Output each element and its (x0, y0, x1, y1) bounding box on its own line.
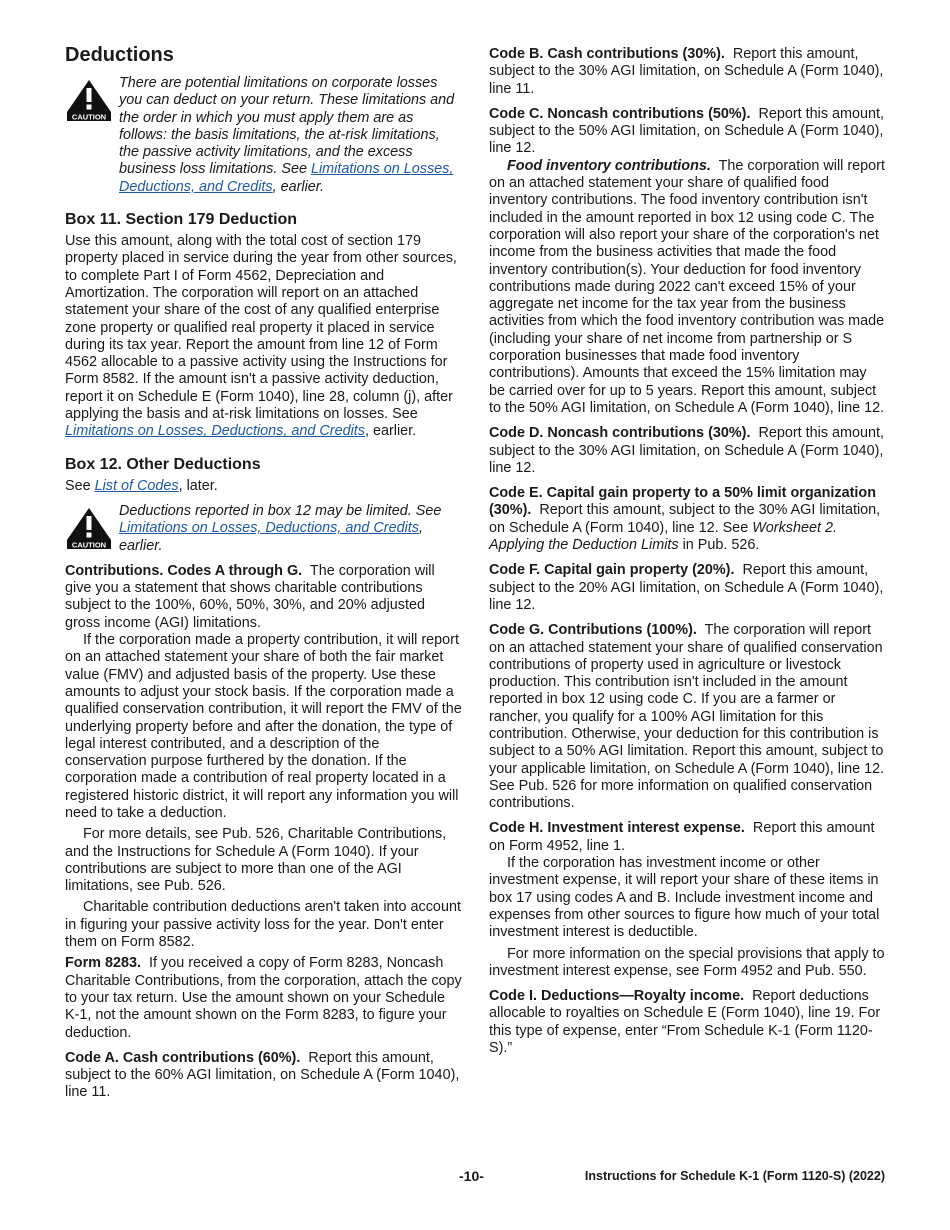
svg-text:CAUTION: CAUTION (71, 112, 107, 122)
passive-activity-paragraph: Charitable contribution deductions aren't taken into account in figuring your passive activity loss for the year. Don't enter them on Form 8582. (65, 899, 461, 951)
link-limitations-on-losses[interactable]: Limitations on Losses, Deductions, and Credits (119, 161, 454, 195)
link-limitations-on-losses[interactable]: Limitations on Losses, Deductions, and Credits (65, 423, 365, 440)
more-details-paragraph: For more details, see Pub. 526, Charitable Contributions, and the Instructions for Schedule A (Form 1040). If your contributions are subject to more than one of the AGI limitations, see Pub. 526. (65, 826, 447, 895)
contributions-codes-a-g: Contributions. Codes A through G. The corporation will give you a statement that shows charitable contributions subject to the 100%, 60%, 50%, 30%, and 20% adjusted gross income (AGI) limitations. (65, 562, 435, 631)
right-column (489, 46, 886, 1065)
code-f-paragraph: Code F. Capital gain property (20%). Report this amount, subject to the 20% AGI limitation, on Schedule A (Form 1040), line 12. (489, 562, 884, 613)
box11-heading: Box 11. Section 179 Deduction (65, 211, 298, 229)
caution-icon (65, 78, 113, 122)
code-d-paragraph: Code D. Noncash contributions (30%). Report this amount, subject to the 30% AGI limitation, on Schedule A (Form 1040), line 12. (489, 425, 885, 476)
code-b-paragraph: Code B. Cash contributions (30%). Report this amount, subject to the 30% AGI limitation, on Schedule A (Form 1040), line 11. (489, 46, 884, 97)
food-inventory-paragraph: Food inventory contributions. The corporation will report on an attached statement your share of qualified food inventory contributions. The food inventory contribution isn't included in the amount reported in box 12 using code C. The corporation will also report your share of the corporation's net income from the business activities that made the food inventory contribution(s). Your deduction for food inventory contributions made during 2022 can't exceed 15% of your aggregate net income for the tax year from the business activities from which the food inventory contribution was made (including your share of net income from partnership or S corporation businesses that made food inventory contributions). Amounts that exceed the 15% limitation may be carried over for up to 5 years. Report this amount, subject to the 50% AGI limitation, on Schedule A (Form 1040), line 12. (489, 157, 885, 416)
box12-heading: Box 12. Other Deductions (65, 455, 261, 473)
svg-text:CAUTION: CAUTION (71, 540, 107, 550)
investment-income-paragraph: If the corporation has investment income or other investment expense, it will report your share of these items in box 17 using codes A and B. Include investment income and expenses from other sources to figure how much of your total investment interest is deductible. (489, 855, 880, 941)
property-contribution-paragraph: If the corporation made a property contribution, it will report on an attached statement your share of both the fair market value (FMV) and adjusted basis of the property. Use these amounts to adjust your stock basis. If the corporation made a qualified conservation contribution, it will report the FMV of the underlying property before and after the donation, the type of legal interest contributed, and a description of the conservation purpose furthered by the donation. If the corporation made a contribution of real property located in a registered historic district, it will report any information you will need to take a deduction. (65, 632, 462, 821)
page-number: -10- (459, 1168, 484, 1184)
code-g-paragraph: Code G. Contributions (100%). The corporation will report on an attached statement your share of qualified conservation contributions of property used in agriculture or livestock production. This contribution isn't included in the amount reported in box 12 using code C. If you are a farmer or rancher, you qualify for a 100% AGI limitation for this contribution. Otherwise, your deduction for this contribution is subject to a 50% AGI limitation. Report this amount, subject to your applicable limitation, on Schedule A (Form 1040), line 12. See Pub. 526 for more information on qualified conservation contributions. (489, 622, 885, 812)
special-provisions-paragraph: For more information on the special provisions that apply to investment interest expense, see Form 4952 and Pub. 550. (489, 945, 885, 979)
code-e-paragraph: Code E. Capital gain property to a 50% limit organization (30%). Report this amount, subject to the 30% AGI limitation, on Schedule A (Form 1040), line 12. See Worksheet 2. Applying the Deduction Limits in Pub. 526. (489, 485, 881, 554)
link-limitations-on-losses[interactable]: Limitations on Losses, Deductions, and Credits (119, 520, 419, 537)
box12-see-list: See List of Codes, later. (65, 477, 218, 494)
box11-text: Use this amount, along with the total cost of section 179 property placed in service during the year from other sources, to complete Part I of Form 4562, Depreciation and Amortization. The corporation will report on an attached statement your share of the cost of any qualified enterprise zone property or qualified real property it placed in service during its tax year. Report the amount from line 12 of Form 4562 allocable to a passive activity using the Instructions for Form 8582. If the amount isn't a passive activity deduction, report it on Schedule E (Form 1040), line 28, column (j), after applying the basis and at-risk limitations on losses. See Limitations on Losses, Deductions, and Credits, earlier. (65, 233, 457, 440)
left-column (65, 42, 463, 1110)
deductions-heading: Deductions (65, 44, 174, 66)
page-footer (0, 1168, 950, 1188)
code-a-paragraph: Code A. Cash contributions (60%). Report this amount, subject to the 60% AGI limitation, on Schedule A (Form 1040), line 11. (65, 1049, 460, 1101)
document-title: Instructions for Schedule K-1 (Form 1120-S) (2022) (584, 1169, 885, 1183)
caution-note-box12 (65, 503, 463, 555)
link-list-of-codes[interactable]: List of Codes (94, 477, 179, 494)
form-8283-paragraph: Form 8283. If you received a copy of Form 8283, Noncash Charitable Contributions, from the corporation, attach the copy to your tax return. Use the amount shown on your Schedule K-1, not the amount shown on the Form 8283, to figure your deduction. (65, 955, 462, 1041)
caution-icon (65, 506, 113, 550)
caution-text: There are potential limitations on corporate losses you can deduct on your return. These limitations and the order in which you must apply them are as follows: the basis limitations, the at-risk limitations, the passive activity limitations, and the excess business loss limitations. See Limitations on Losses, Deductions, and Credits, earlier. (119, 75, 455, 195)
caution-text: Deductions reported in box 12 may be limited. See Limitations on Losses, Deductions, and Credits, earlier. (119, 502, 442, 554)
code-h-paragraph: Code H. Investment interest expense. Report this amount on Form 4952, line 1. (489, 820, 875, 854)
code-c-paragraph: Code C. Noncash contributions (50%). Report this amount, subject to the 50% AGI limitation, on Schedule A (Form 1040), line 12. (489, 105, 885, 157)
caution-note-losses (65, 75, 463, 196)
code-i-paragraph: Code I. Deductions—Royalty income. Report deductions allocable to royalties on Schedule E (Form 1040), line 19. For this type of expense, enter “From Schedule K-1 (Form 1120-S).” (489, 988, 881, 1057)
